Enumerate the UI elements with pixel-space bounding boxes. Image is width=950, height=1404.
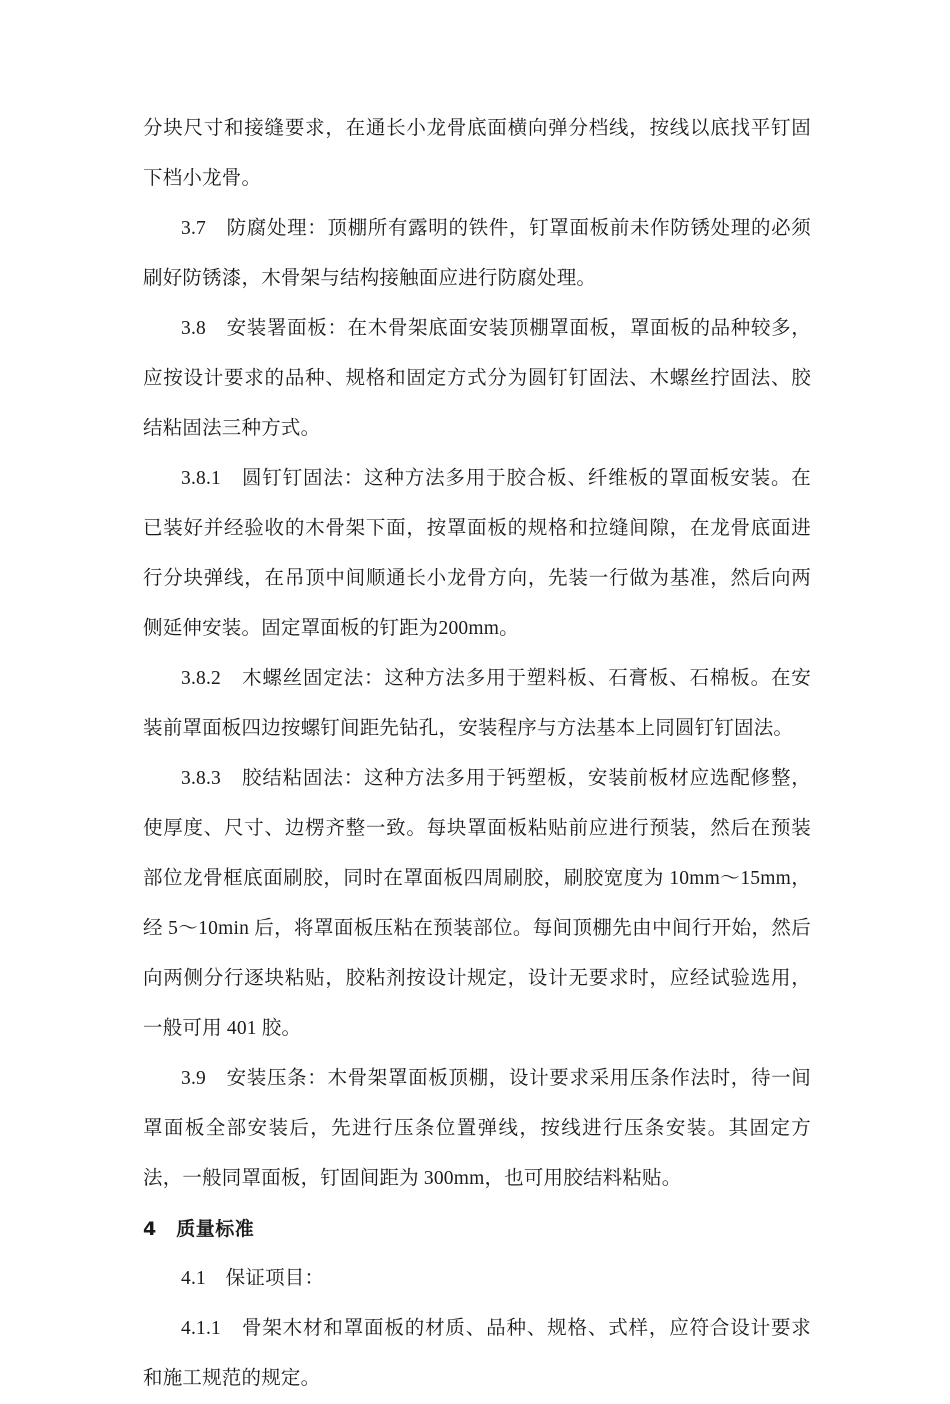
paragraph-3-7: 3.7 防腐处理：顶棚所有露明的铁件，钉罩面板前未作防锈处理的必须刷好防锈漆，木骨架与结构接触面应进行防腐处理。 [143,218,811,289]
paragraph-3-8-1: 3.8.1 圆钉钉固法：这种方法多用于胶合板、纤维板的罩面板安装。在已装好并经验收的木骨架下面，按罩面板的规格和拉缝间隙，在龙骨底面进行分块弹线，在吊顶中间顺通长小龙骨方向，先装一行做为基准，然后向两侧延伸安装。固定罩面板的钉距为200mm。 [143,468,811,639]
document-body [143,104,811,1404]
paragraph-continued-3-6: 分块尺寸和接缝要求，在通长小龙骨底面横向弹分档线，按线以底找平钉固下档小龙骨。 [143,118,811,189]
paragraph-4-1: 4.1 保证项目： [181,1268,325,1289]
paragraph-4-1-1: 4.1.1 骨架木材和罩面板的材质、品种、规格、式样，应符合设计要求和施工规范的规定。 [143,1318,811,1389]
paragraph-3-9: 3.9 安装压条：木骨架罩面板顶棚，设计要求采用压条作法时，待一间罩面板全部安装后，先进行压条位置弹线，按线进行压条安装。其固定方法，一般同罩面板，钉固间距为 300mm，也可用胶结料粘贴。 [143,1068,811,1189]
paragraph-3-8-2: 3.8.2 木螺丝固定法：这种方法多用于塑料板、石膏板、石棉板。在安装前罩面板四边按螺钉间距先钻孔，安装程序与方法基本上同圆钉钉固法。 [143,668,811,739]
paragraph-3-8-3: 3.8.3 胶结粘固法：这种方法多用于钙塑板，安装前板材应选配修整，使厚度、尺寸、边楞齐整一致。每块罩面板粘贴前应进行预装，然后在预装部位龙骨框底面刷胶，同时在罩面板四周刷胶，刷胶宽度为 10mm～15mm，经 5～10min 后，将罩面板压粘在预装部位。每间顶棚先由中间行开始，然后向两侧分行逐块粘贴，胶粘剂按设计规定，设计无要求时，应经试验选用，一般可用 401 胶。 [143,768,811,1039]
section-heading-4: 4 质量标准 [143,1218,255,1240]
paragraph-3-8: 3.8 安装署面板：在木骨架底面安装顶棚罩面板，罩面板的品种较多，应按设计要求的品种、规格和固定方式分为圆钉钉固法、木螺丝拧固法、胶结粘固法三种方式。 [143,318,811,439]
